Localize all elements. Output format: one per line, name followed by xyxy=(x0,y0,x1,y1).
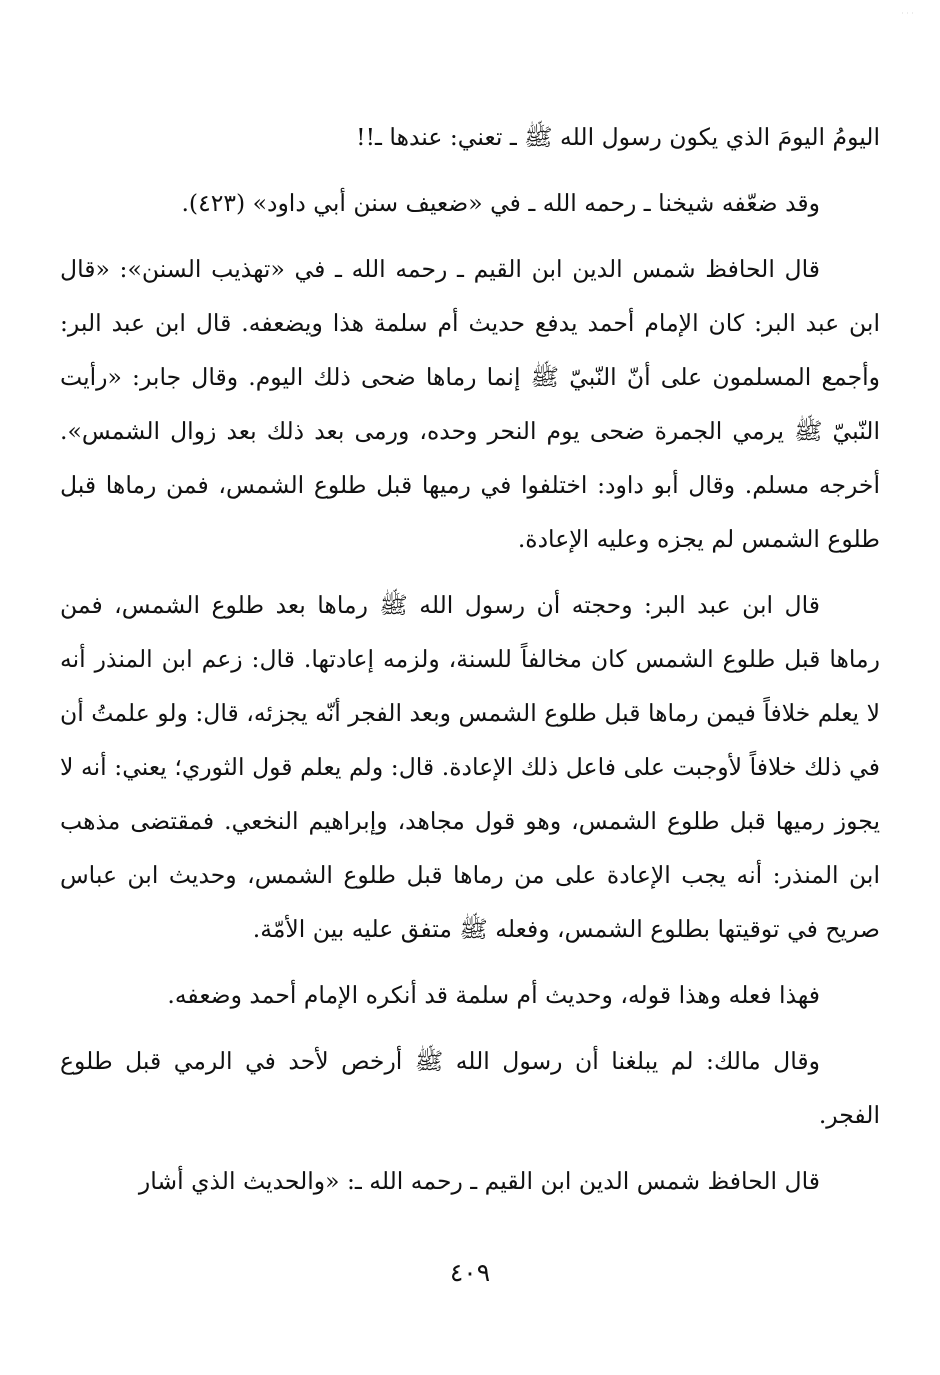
paragraph-7: قال الحافظ شمس الدين ابن القيم ـ رحمه الله ـ: «والحديث الذي أشار xyxy=(138,1167,820,1195)
paragraph-2: وقد ضعّفه شيخنا ـ رحمه الله ـ في «ضعيف سنن أبي داود» (٤٢٣). xyxy=(181,189,820,217)
corner-scan-mark: ˙˙˙ xyxy=(900,12,915,23)
page-number: ٤٠٩ xyxy=(449,1258,491,1287)
paragraph-5: فهذا فعله وهذا قوله، وحديث أم سلمة قد أنكره الإمام أحمد وضعفه. xyxy=(167,981,820,1009)
paragraph-6: وقال مالك: لم يبلغنا أن رسول الله ﷺ أرخص لأحد في الرمي قبل طلوع الفجر. xyxy=(60,1047,880,1129)
paragraph-1: اليومُ اليومَ الذي يكون رسول الله ﷺ ـ تعني: عندها ـ!! xyxy=(356,123,880,151)
body-text xyxy=(60,110,880,1208)
paragraph-3: قال الحافظ شمس الدين ابن القيم ـ رحمه الله ـ في «تهذيب السنن»: «قال ابن عبد البر: كان الإمام أحمد يدفع حديث أم سلمة هذا ويضعفه. قال ابن عبد البر: وأجمع المسلمون على أنّ النّبيّ ﷺ إنما رماها ضحى ذلك اليوم. وقال جابر: «رأيت النّبيّ ﷺ يرمي الجمرة ضحى يوم النحر وحده، ورمى بعد ذلك بعد زوال الشمس». أخرجه مسلم. وقال أبو داود: اختلفوا في رميها قبل طلوع الشمس، فمن رماها قبل طلوع الشمس لم يجزه وعليه الإعادة. xyxy=(60,255,880,553)
paragraph-4: قال ابن عبد البر: وحجته أن رسول الله ﷺ رماها بعد طلوع الشمس، فمن رماها قبل طلوع الشمس كان مخالفاً للسنة، ولزمه إعادتها. قال: زعم ابن المنذر أنه لا يعلم خلافاً فيمن رماها قبل طلوع الشمس وبعد الفجر أنّه يجزئه، قال: ولو علمتُ أن في ذلك خلافاً لأوجبت على فاعل ذلك الإعادة. قال: ولم يعلم قول الثوري؛ يعني: أنه لا يجوز رميها قبل طلوع الشمس، وهو قول مجاهد، وإبراهيم النخعي. فمقتضى مذهب ابن المنذر: أنه يجب الإعادة على من رماها قبل طلوع الشمس، وحديث ابن عباس صريح في توقيتها بطلوع الشمس، وفعله ﷺ متفق عليه بين الأمّة. xyxy=(60,591,880,943)
